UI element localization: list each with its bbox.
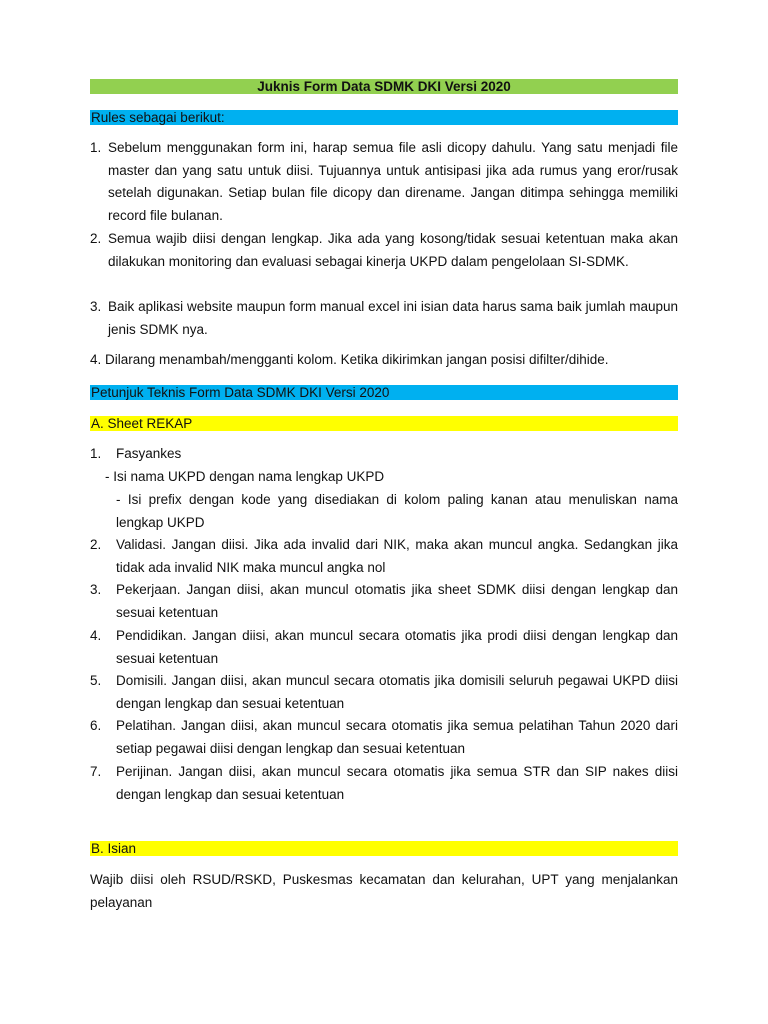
- fasyankes-sub-2-text: - Isi prefix dengan kode yang disediakan di kolom paling kanan atau menuliskan nama lengkap UKPD: [116, 492, 678, 530]
- section-b-header: B. Isian: [90, 841, 678, 856]
- list-item: [90, 761, 678, 806]
- rules-header: Rules sebagai berikut:: [90, 110, 678, 125]
- list-item: [90, 534, 678, 579]
- fasyankes-sub-1: - Isi nama UKPD dengan nama lengkap UKPD: [105, 469, 385, 484]
- rule-number: 3.: [90, 299, 102, 314]
- item-number: 7.: [90, 764, 102, 779]
- item-number: 4.: [90, 628, 102, 643]
- petunjuk-header: Petunjuk Teknis Form Data SDMK DKI Versi 2020: [90, 385, 678, 400]
- fasyankes-label: Fasyankes: [116, 446, 182, 461]
- document-title: Juknis Form Data SDMK DKI Versi 2020: [90, 79, 678, 94]
- rule-item-1: [90, 137, 678, 227]
- section-a-header: A. Sheet REKAP: [90, 416, 678, 431]
- rule-text: Semua wajib diisi dengan lengkap. Jika ada yang kosong/tidak sesuai ketentuan maka akan dilakukan monitoring dan evaluasi sebagai kinerja UKPD dalam pengelolaan SI-SDMK.: [108, 231, 678, 269]
- item-text: Pelatihan. Jangan diisi, akan muncul secara otomatis jika semua pelatihan Tahun 2020 dari setiap pegawai diisi dengan lengkap dan sesuai ketentuan: [116, 718, 678, 756]
- fasyankes-number: 1.: [90, 446, 102, 461]
- rule-number: 1.: [90, 140, 102, 155]
- rule-text: Sebelum menggunakan form ini, harap semua file asli dicopy dahulu. Yang satu menjadi file master dan yang satu untuk diisi. Tujuannya untuk antisipasi jika ada rumus yang eror/rusak setelah digunakan. Setiap bulan file dicopy dan direname. Jangan ditimpa sehingga memiliki record file bulanan.: [108, 140, 678, 223]
- rule-text: Baik aplikasi website maupun form manual excel ini isian data harus sama baik jumlah maupun jenis SDMK nya.: [108, 299, 678, 337]
- item-text: Validasi. Jangan diisi. Jika ada invalid dari NIK, maka akan muncul angka. Sedangkan jika tidak ada invalid NIK maka muncul angka nol: [116, 537, 678, 575]
- rule-number: 2.: [90, 231, 102, 246]
- rule-item-2: [90, 228, 678, 273]
- item-number: 2.: [90, 537, 102, 552]
- fasyankes-sub-2: [116, 489, 678, 534]
- list-item: [90, 670, 678, 715]
- item-text: Pekerjaan. Jangan diisi, akan muncul otomatis jika sheet SDMK diisi dengan lengkap dan sesuai ketentuan: [116, 582, 678, 620]
- rule-item-4: 4. Dilarang menambah/mengganti kolom. Ketika dikirimkan jangan posisi difilter/dihide.: [90, 352, 609, 367]
- item-text: Perijinan. Jangan diisi, akan muncul secara otomatis jika semua STR dan SIP nakes diisi dengan lengkap dan sesuai ketentuan: [116, 764, 678, 802]
- list-item: [90, 579, 678, 624]
- item-text: Domisili. Jangan diisi, akan muncul secara otomatis jika domisili seluruh pegawai UKPD diisi dengan lengkap dan sesuai ketentuan: [116, 673, 678, 711]
- list-item: [90, 625, 678, 670]
- list-item: [90, 715, 678, 760]
- isian-paragraph: Wajib diisi oleh RSUD/RSKD, Puskesmas kecamatan dan kelurahan, UPT yang menjalankan pelayanan: [90, 872, 678, 910]
- item-number: 3.: [90, 582, 102, 597]
- item-text: Pendidikan. Jangan diisi, akan muncul secara otomatis jika prodi diisi dengan lengkap dan sesuai ketentuan: [116, 628, 678, 666]
- rule-item-3: [90, 296, 678, 341]
- item-number: 5.: [90, 673, 102, 688]
- item-number: 6.: [90, 718, 102, 733]
